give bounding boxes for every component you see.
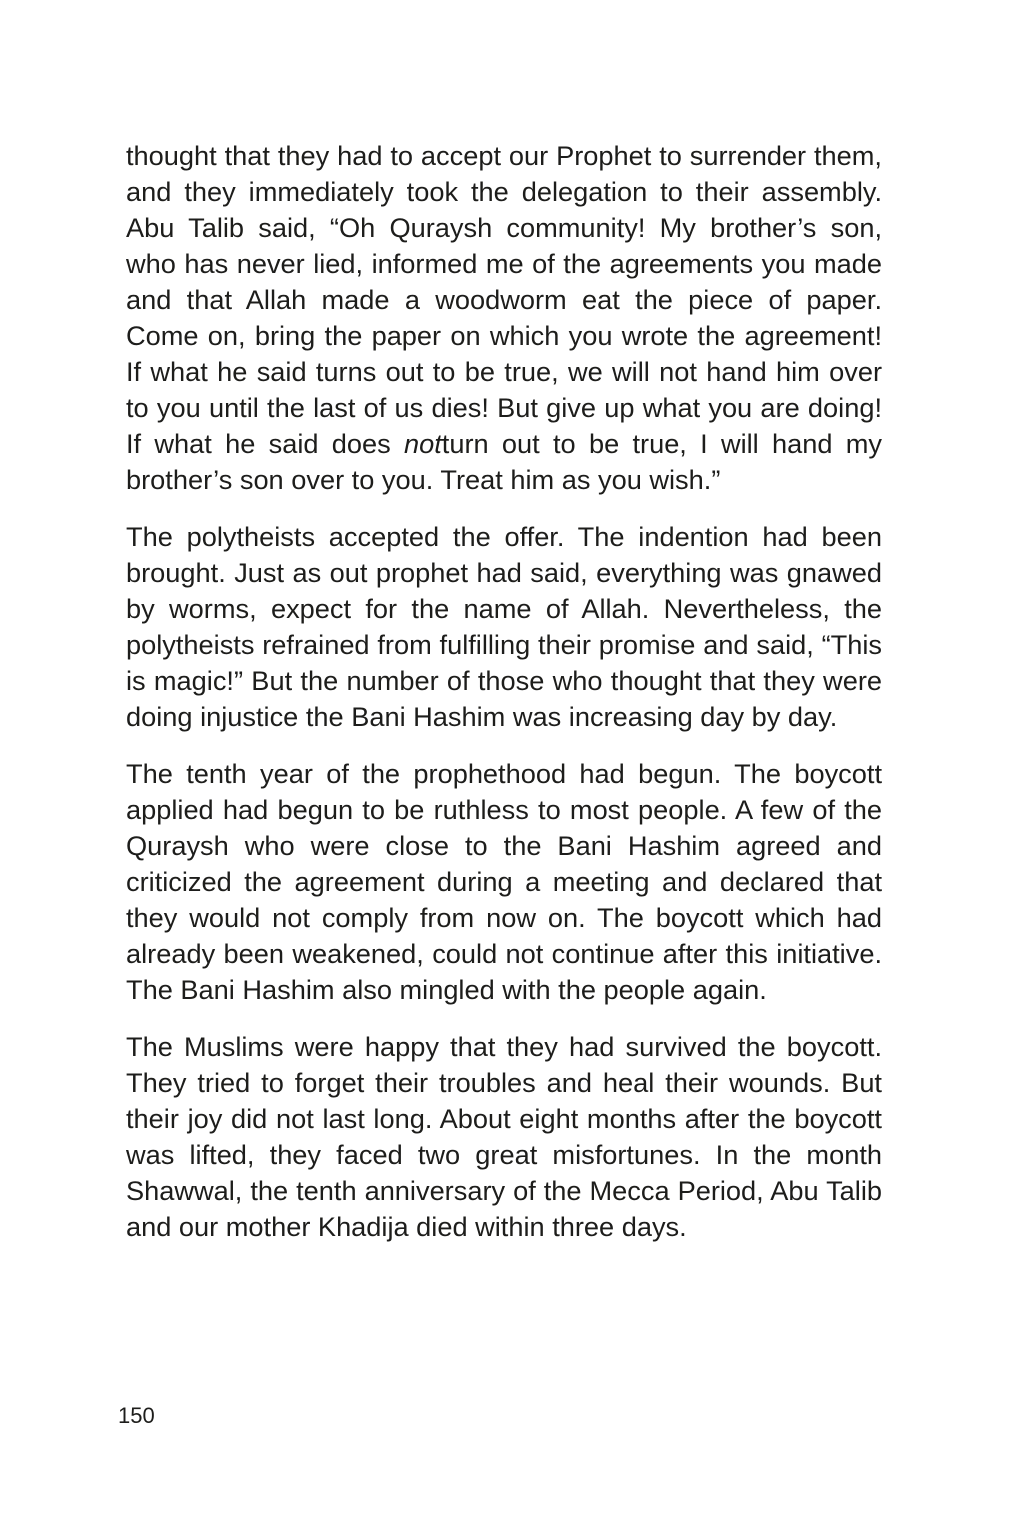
emphasis-not: not: [404, 428, 442, 459]
paragraph-1-part-1: thought that they had to accept our Prophet to surrender them, and they immediately took the delegation to their assembly. Abu Talib said, “Oh Quraysh community! My brother’s son, who has never lied, informed me of the agreements you made and that Allah made a woodworm eat the piece of paper. Come on, bring the paper on which you wrote the agreement! If what he said turns out to be true, we will not hand him over to you until the last of us dies! But give up what you are doing! If what he said does: [126, 140, 882, 459]
paragraph-3: The tenth year of the prophethood had begun. The boycott applied had begun to be ruthless to most people. A few of the Quraysh who were close to the Bani Hashim agreed and criticized the agreement during a meeting and declared that they would not comply from now on. The boycott which had already been weakened, could not continue after this initiative. The Bani Hashim also mingled with the people again.: [126, 758, 882, 1005]
paragraph-1: [126, 138, 882, 498]
page-body: [126, 138, 882, 1245]
page-number: 150: [118, 1403, 155, 1428]
paragraph-1-part-2: turn out to be true, I will hand my brother’s son over to you. Treat him as you wish.”: [126, 428, 883, 495]
paragraph-4: The Muslims were happy that they had survived the boycott. They tried to forget their troubles and heal their wounds. But their joy did not last long. About eight months after the boycott was lifted, they faced two great misfortunes. In the month Shawwal, the tenth anniversary of the Mecca Period, Abu Talib and our mother Khadija died within three days.: [126, 1031, 882, 1242]
paragraph-2: The polytheists accepted the offer. The indention had been brought. Just as out prophet had said, everything was gnawed by worms, expect for the name of Allah. Nevertheless, the polytheists refrained from fulfilling their promise and said, “This is magic!” But the number of those who thought that they were doing injustice the Bani Hashim was increasing day by day.: [126, 521, 882, 732]
